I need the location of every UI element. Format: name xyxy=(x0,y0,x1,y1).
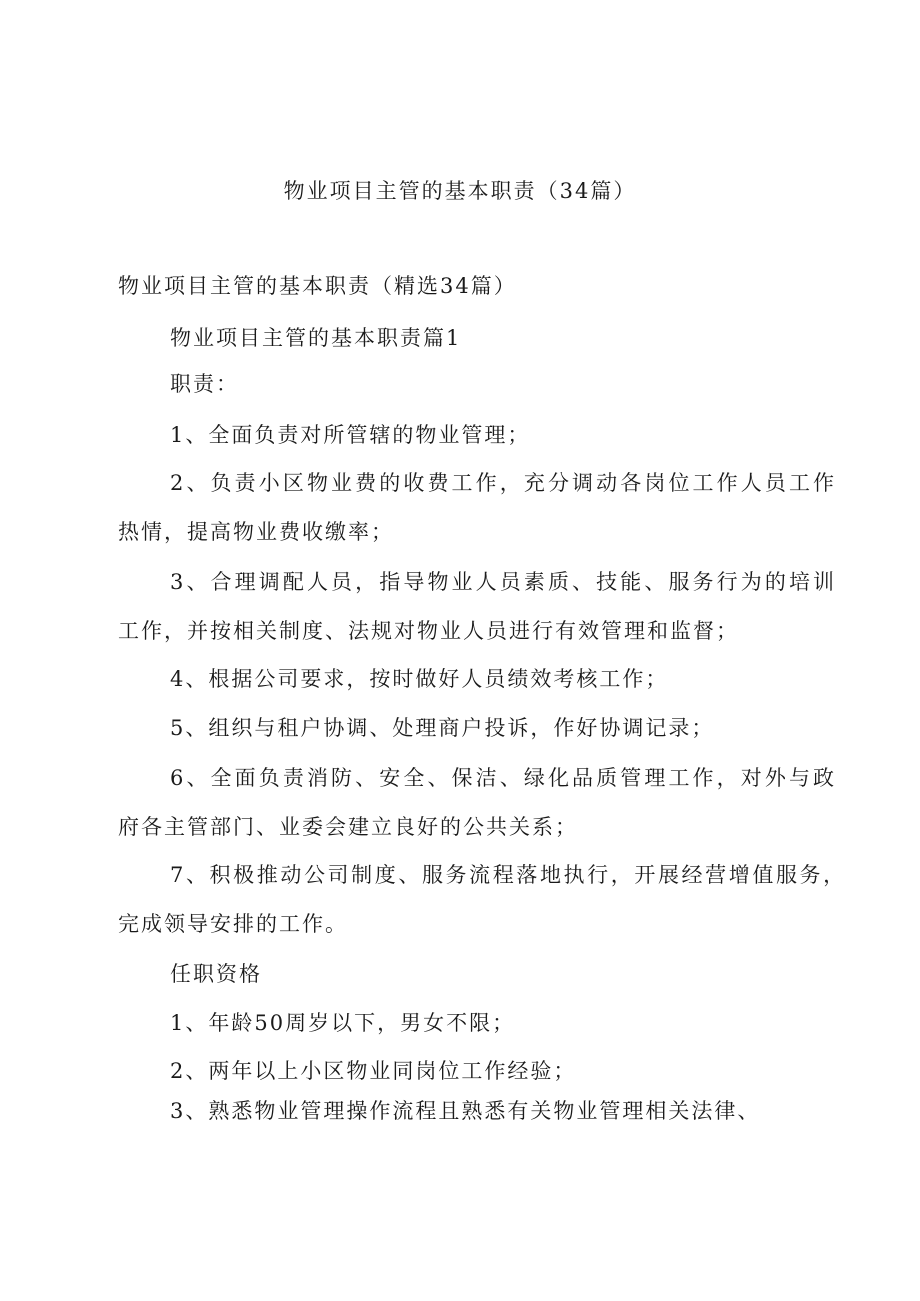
duties-label: 职责： xyxy=(170,372,239,396)
duty-item-6: 6、全面负责消防、安全、保洁、绿化品质管理工作，对外与政 xyxy=(170,766,838,790)
section-heading: 物业项目主管的基本职责篇1 xyxy=(170,326,462,350)
duty-item-7-continued: 完成领导安排的工作。 xyxy=(118,912,348,936)
qualification-item-1: 1、年龄50周岁以下，男女不限； xyxy=(170,1011,516,1035)
duty-item-3-continued: 工作，并按相关制度、法规对物业人员进行有效管理和监督； xyxy=(118,619,739,643)
duty-item-5: 5、组织与租户协调、处理商户投诉，作好协调记录； xyxy=(170,716,715,740)
duty-item-7: 7、积极推动公司制度、服务流程落地执行，开展经营增值服务， xyxy=(170,863,847,887)
duty-item-1: 1、全面负责对所管辖的物业管理； xyxy=(170,423,531,447)
qualifications-label: 任职资格 xyxy=(170,962,262,986)
duty-item-6-continued: 府各主管部门、业委会建立良好的公共关系； xyxy=(118,815,578,839)
document-subtitle: 物业项目主管的基本职责（精选34篇） xyxy=(118,274,517,298)
qualification-item-3: 3、熟悉物业管理操作流程且熟悉有关物业管理相关法律、 xyxy=(170,1099,761,1123)
duty-item-4: 4、根据公司要求，按时做好人员绩效考核工作； xyxy=(170,667,669,691)
duty-item-2: 2、负责小区物业费的收费工作，充分调动各岗位工作人员工作 xyxy=(170,471,838,495)
document-title: 物业项目主管的基本职责（34篇） xyxy=(283,179,637,203)
duty-item-3: 3、合理调配人员，指导物业人员素质、技能、服务行为的培训 xyxy=(170,570,838,594)
duty-item-2-continued: 热情，提高物业费收缴率； xyxy=(118,520,394,544)
qualification-item-2: 2、两年以上小区物业同岗位工作经验； xyxy=(170,1059,577,1083)
